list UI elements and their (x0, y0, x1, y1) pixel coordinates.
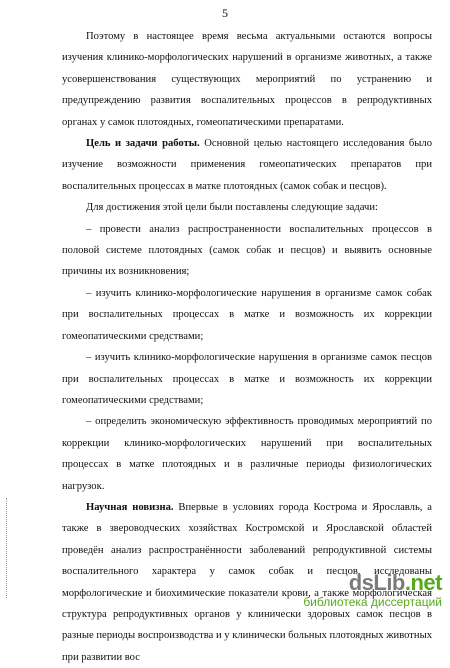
paragraph-goal: Цель и задачи работы. Основной целью настоящего исследования было изучение возможности применения гомеопатических препаратов при воспалительных процессах в матке плотоядных (самок собак и песцов). (62, 138, 432, 192)
paragraph-tasks-intro: Для достижения этой цели были поставлены следующие задачи: (86, 202, 378, 214)
task-item-3: – изучить клинико-морфологические нарушения в организме самок песцов при воспалительных процессах в матке и возможность их коррекции гомеопатическими средствами; (62, 352, 432, 406)
dslib-logo: dsLib.net (348, 570, 442, 595)
scan-margin-marks (6, 498, 13, 598)
paragraph-novelty: Научная новизна. Впервые в условиях города Кострома и Ярославль, а также в звероводческих хозяйствах Костромской и Ярославской областей проведён анализ распространённости заболеваний репродуктивной системы воспалительного характера у самок собак и песцов, исследованы морфологические и биохимические показатели крови, а также морфологическая структура репродуктивных органов у клинически здоровых самок песцов в разные периоды воспроизводства и у клинически больных плотоядных животных при развитии вос (62, 501, 433, 663)
dslib-subtitle: библиотека диссертаций (303, 595, 442, 609)
dslib-watermark (303, 571, 442, 609)
task-item-1: – провести анализ распространенности воспалительных процессов в половой системе плотоядных (самок собак и песцов) и выявить основные причины их возникновения; (62, 223, 432, 278)
heading-novelty: Научная новизна. (86, 501, 174, 513)
page-number: 5 (222, 6, 228, 20)
task-item-4: – определить экономическую эффективность проводимых мероприятий по коррекции клинико-морфологических нарушений при воспалительных процессах в матке плотоядных и в различные периоды физиологических нагрузок. (62, 416, 432, 492)
heading-goal: Цель и задачи работы. (86, 138, 200, 150)
paragraph-relevance: Поэтому в настоящее время весьма актуальными остаются вопросы изучения клинико-морфологических нарушений в организме животных, а также усовершенствования существующих мероприятий по устранению и предупреждению развития воспалительных процессов в репродуктивных органах у самок плотоядных, гомеопатическими препаратами. (62, 31, 432, 128)
task-item-2: – изучить клинико-морфологические нарушения в организме самок собак при воспалительных процессах в матке и возможность их коррекции гомеопатическими средствами; (62, 287, 432, 342)
